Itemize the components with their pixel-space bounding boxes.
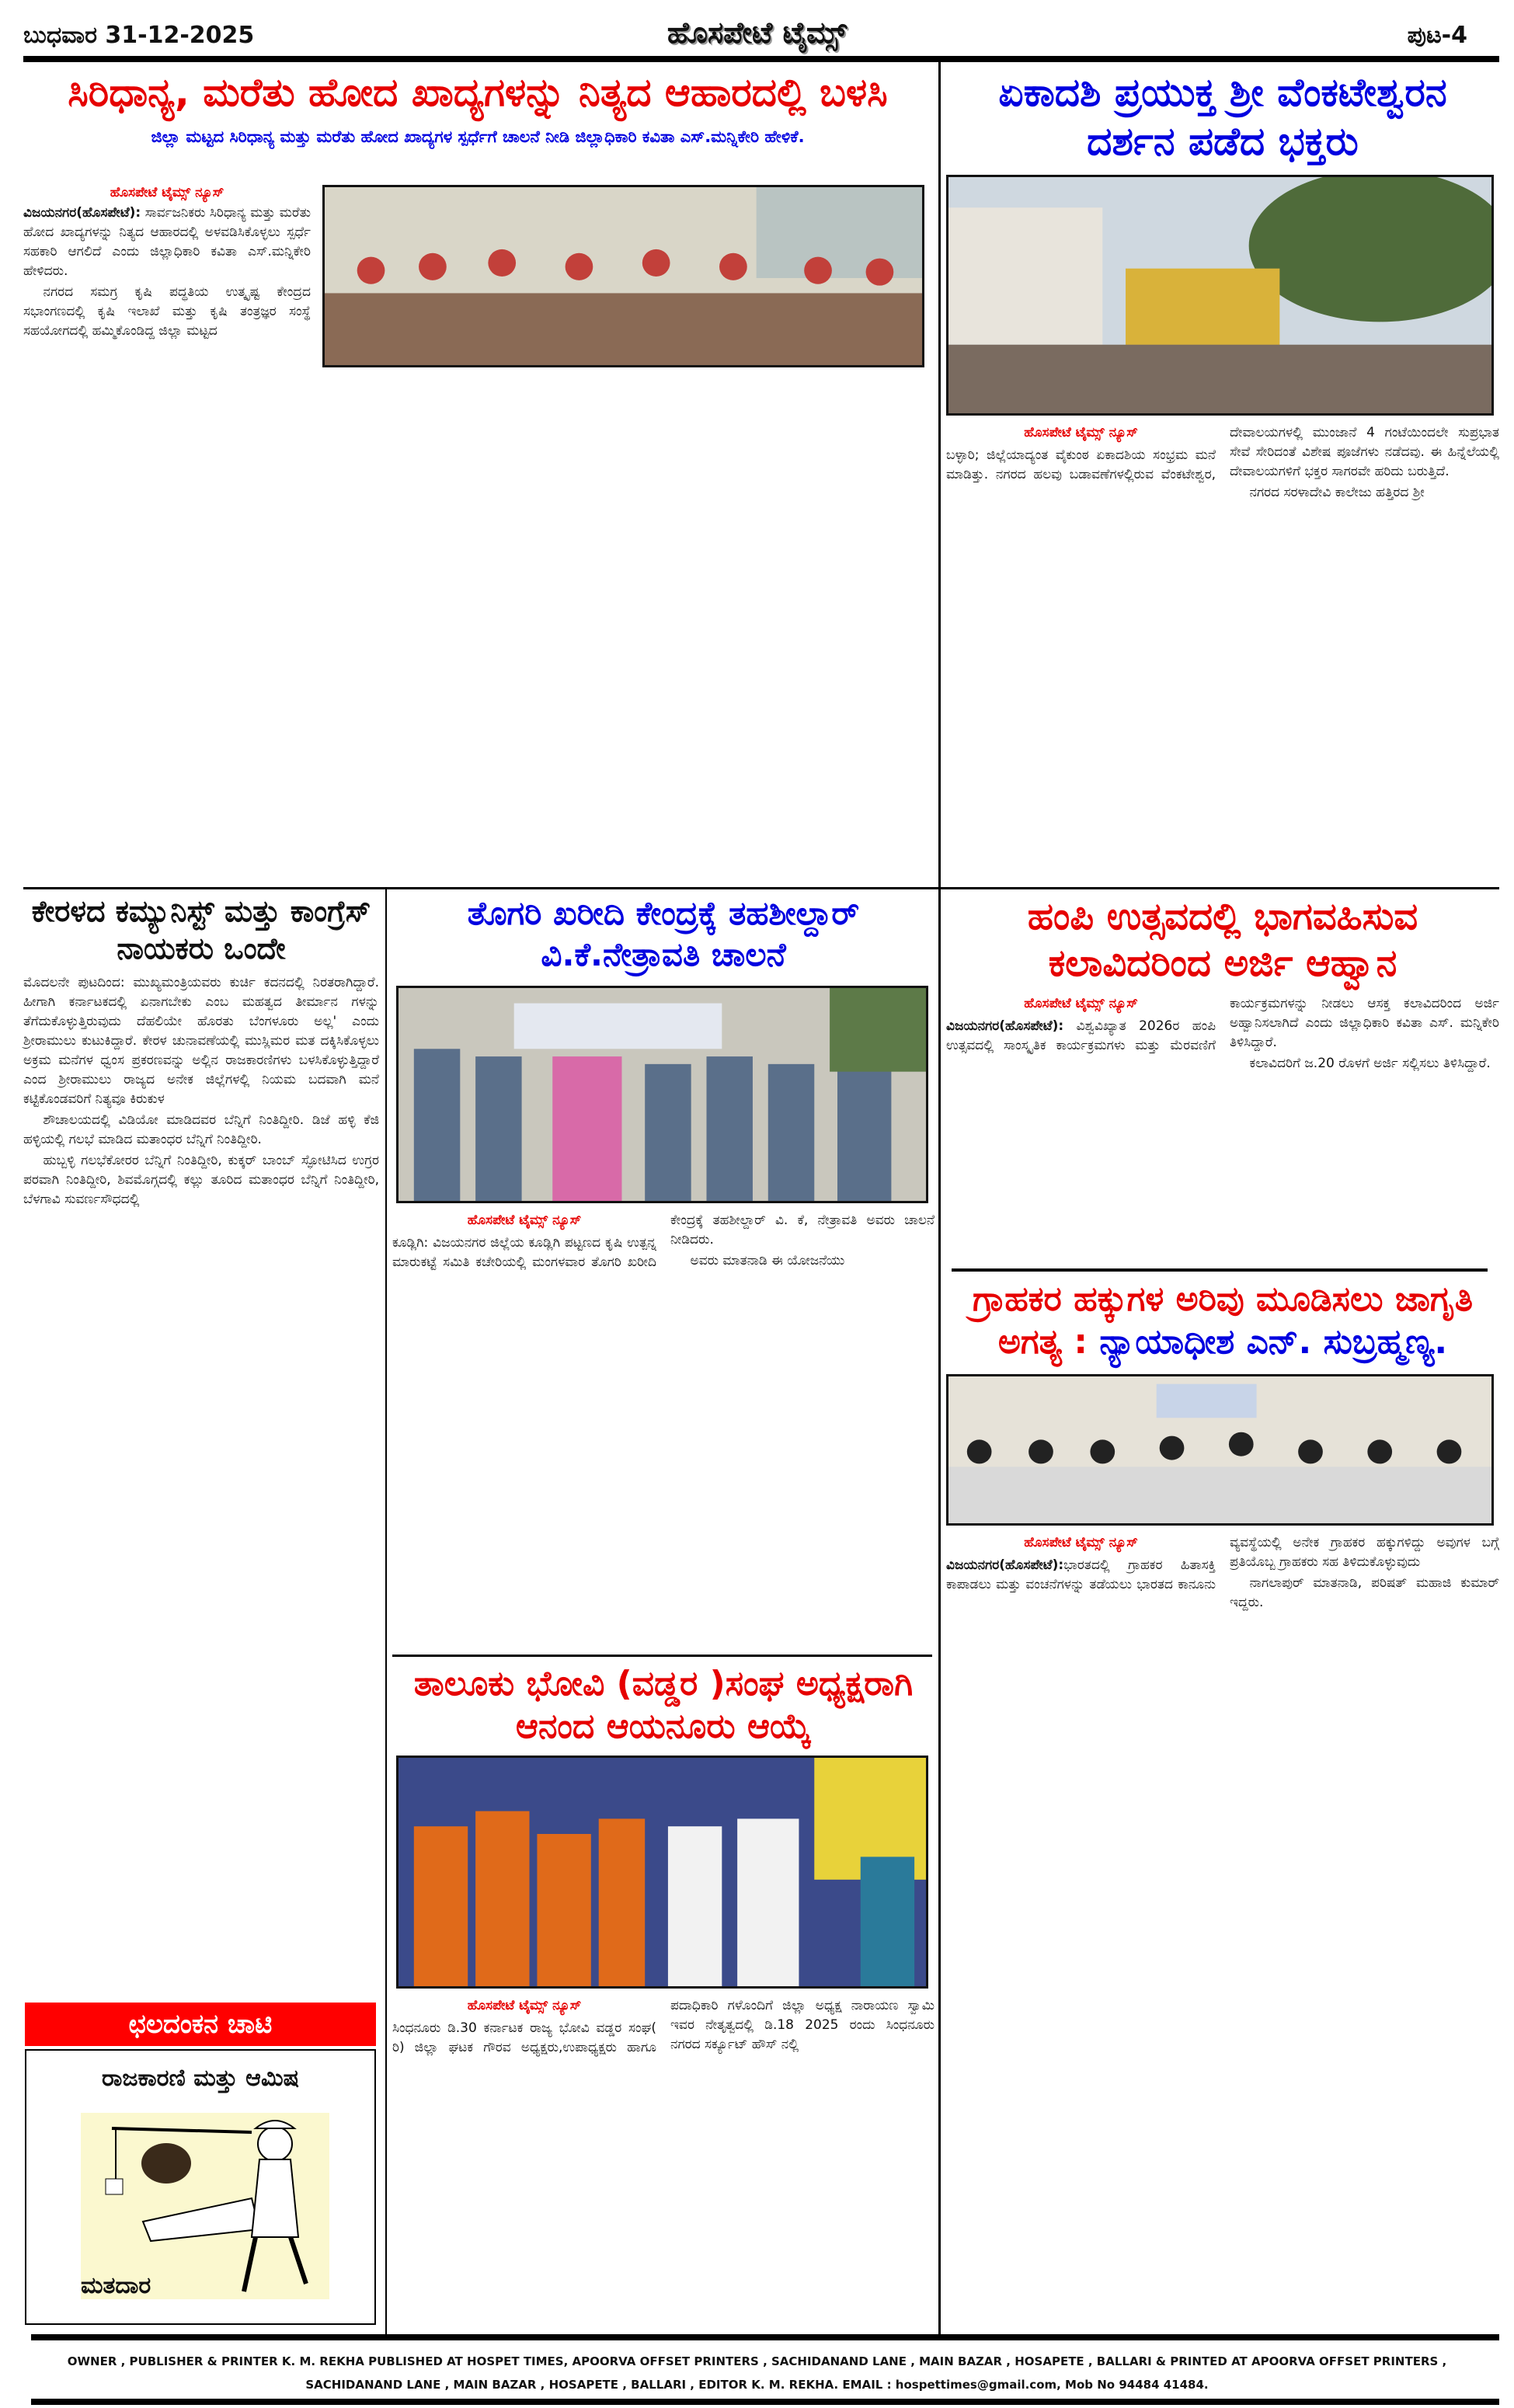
subheadline: ಜಿಲ್ಲಾ ಮಟ್ಟದ ಸಿರಿಧಾನ್ಯ ಮತ್ತು ಮರೆತು ಹೋದ ಖಾದ್ಯಗಳ ಸ್ಪರ್ಧೆಗೆ ಚಾಲನೆ ನೀಡಿ ಜಿಲ್ಲಾಧಿಕಾರಿ ಕವಿತಾ ಎಸ್.ಮನ್ನಿಕೇರಿ ಹೇಳಿಕೆ. (151, 127, 805, 146)
imprint (0, 2350, 1514, 2396)
newspaper-title: ಹೊಸಪೇಟೆ ಟೈಮ್ಸ್ (667, 16, 847, 50)
lead-paragraph: ವಿಶ್ವವಿಖ್ಯಾತ 2026ರ ಹಂಪಿ ಉತ್ಸವದಲ್ಲಿ ಸಾಂಸ್ಕೃತಿಕ ಕಾರ್ಯಕ್ರಮಗಳು ಮತ್ತು ಮೆರವಣಿಗೆ ಕಾರ್ಯಕ್ರಮಗಳನ್ನು ನೀಡಲು ಆಸಕ್ತ ಕಲಾವಿದರಿಂದ ಅರ್ಜಿ ಅಹ್ವಾನಿಸಲಾಗಿದೆ ಎಂದು ಜಿಲ್ಲಾಧಿಕಾರಿ ಕವಿತಾ ಎಸ್. ಮನ್ನಿಕೇರಿ ತಿಳಿಸಿದ್ದಾರೆ. (946, 996, 1499, 1053)
article-body (946, 1533, 1499, 2302)
inauguration-photo (396, 986, 928, 1203)
article-hampi (946, 893, 1499, 1243)
column-rule (938, 62, 941, 2334)
article-togari (392, 893, 935, 1651)
byline: ಹೊಸಪೇಟೆ ಟೈಮ್ಸ್ ನ್ಯೂಸ್ (1024, 425, 1138, 440)
article-consumer-rights (946, 1278, 1499, 2330)
headline-blue: ನ್ಯಾಯಾಧೀಶ ಎನ್. ಸುಬ್ರಹ್ಮಣ್ಯ. (1099, 1322, 1448, 1362)
temple-photo (946, 175, 1494, 416)
byline: ಹೊಸಪೇಟೆ ಟೈಮ್ಸ್ ನ್ಯೂಸ್ (1024, 1535, 1138, 1550)
section-rule (952, 1268, 1488, 1272)
meeting-photo (946, 1374, 1494, 1526)
byline: ಹೊಸಪೇಟೆ ಟೈಮ್ಸ್ ನ್ಯೂಸ್ (467, 1998, 582, 2013)
column-rule (385, 889, 387, 2334)
lead-paragraph: ಭಾರತದಲ್ಲಿ ಗ್ರಾಹಕರ ಹಿತಾಸಕ್ತಿ ಕಾಪಾಡಲು ಮತ್ತು ವಂಚನೆಗಳನ್ನು ತಡೆಯಲು ಭಾರತದ ಕಾನೂನು ವ್ಯವಸ್ಥೆಯಲ್ಲಿ ಅನೇಕ ಗ್ರಾಹಕರ ಹಕ್ಕುಗಳಿದ್ದು ಅವುಗಳ ಬಗ್ಗೆ ಪ್ರತಿಯೊಬ್ಬ ಗ್ರಾಹಕರು ಸಹ ತಿಳಿದುಕೊಳ್ಳುವುದು (946, 1535, 1499, 1592)
headline (946, 1278, 1499, 1363)
article-ekadashi (946, 68, 1499, 884)
headline: ಏಕಾದಶಿ ಪ್ರಯುಕ್ತ ಶ್ರೀ ವೆಂಕಟೇಶ್ವರನ ದರ್ಶನ ಪಡೆದ ಭಕ್ತರು (998, 70, 1447, 164)
cartoon (25, 2049, 376, 2325)
section-rule (392, 1655, 932, 1657)
headline: ಕೇರಳದ ಕಮ್ಯುನಿಸ್ಟ್ ಮತ್ತು ಕಾಂಗ್ರೆಸ್ ನಾಯಕರು ಒಂದೇ (31, 894, 371, 966)
byline: ಹೊಸಪೇಟೆ ಟೈಮ್ಸ್ ನ್ಯೂಸ್ (1024, 996, 1138, 1011)
byline: ಹೊಸಪೇಟೆ ಟೈಮ್ಸ್ ನ್ಯೂಸ್ (110, 185, 224, 200)
imprint-line: OWNER , PUBLISHER & PRINTER K. M. REKHA PUBLISHED AT HOSPET TIMES, APOORVA OFFSET PRINTERS , SACHIDANAND LANE , MAIN BAZAR , HOSAPETE , BALLARI & PRINTED AT APOORVA OFFSET PRINTERS , (67, 2354, 1447, 2368)
lead-paragraph: ಸಾರ್ವಜನಿಕರು ಸಿರಿಧಾನ್ಯ ಮತ್ತು ಮರೆತು ಹೋದ ಖಾದ್ಯಗಳನ್ನು ನಿತ್ಯದ ಆಹಾರದಲ್ಲಿ ಅಳವಡಿಸಿಕೊಳ್ಳಲು ಸ್ಪರ್ಧೆ ಸಹಕಾರಿ ಆಗಲಿದೆ ಎಂದು ಜಿಲ್ಲಾಧಿಕಾರಿ ಕವಿತಾ ಎಸ್.ಮನ್ನಿಕೇರಿ ಹೇಳಿದರು. (23, 205, 311, 279)
ceremony-photo (396, 1756, 928, 1989)
dateline: ವಿಜಯನಗರ(ಹೊಸಪೇಟೆ): (23, 205, 141, 221)
headline: ಸಿರಿಧಾನ್ಯ, ಮರೆತು ಹೋದ ಖಾದ್ಯಗಳನ್ನು ನಿತ್ಯದ ಆಹಾರದಲ್ಲಿ ಬಳಸಿ (68, 70, 888, 115)
article-body (392, 1996, 935, 2323)
article-kerala (23, 893, 379, 1989)
paragraph: ನಗರದ ಸಮಗ್ರ ಕೃಷಿ ಪದ್ಧತಿಯ ಉತ್ಕೃಷ್ಟ ಕೇಂದ್ರದ ಸಭಾಂಗಣದಲ್ಲಿ ಕೃಷಿ ಇಲಾಖೆ ಮತ್ತು ಕೃಷಿ ತಂತ್ರಜ್ಞರ ಸಂಸ್ಥೆ ಸಹಯೋಗದಲ್ಲಿ ಹಮ್ಮಿಕೊಂಡಿದ್ದ ಜಿಲ್ಲಾ ಮಟ್ಟದ (23, 284, 311, 339)
article-body (392, 1211, 935, 1630)
article-millets (23, 68, 932, 884)
paragraph: ಹುಬ್ಬಳ್ಳಿ ಗಲಭೆಕೋರರ ಬೆನ್ನಿಗೆ ನಿಂತಿದ್ದೀರಿ, ಕುಕ್ಕರ್ ಬಾಂಬ್ ಸ್ಫೋಟಿಸಿದ ಉಗ್ರರ ಪರವಾಗಿ ನಿಂತಿದ್ದೀರಿ, ಶಿವಮೊಗ್ಗದಲ್ಲಿ ಕಲ್ಲು ತೂರಿದ ಮತಾಂಧರ ಬೆನ್ನಿಗೆ ನಿಂತಿದ್ದೀರಿ, ಬೆಳಗಾವಿ ಸುವರ್ಣಸೌಧದಲ್ಲಿ (23, 1153, 379, 1207)
article-body (23, 204, 311, 341)
imprint-line: SACHIDANAND LANE , MAIN BAZAR , HOSAPETE , BALLARI , EDITOR K. M. REKHA. EMAIL : hospettimes@gmail.com, Mob No 94484 41484. (305, 2378, 1209, 2392)
cartoon-section-title: ಛಲದಂಕನ ಚಾಟಿ (25, 2003, 376, 2046)
cartoon-caption: ರಾಜಕಾರಣಿ ಮತ್ತು ಆಮಿಷ (101, 2065, 300, 2092)
article-body (23, 973, 379, 1209)
lead-paragraph: ಮೊದಲನೇ ಪುಟದಿಂದ: ಮುಖ್ಯಮಂತ್ರಿಯವರು ಕುರ್ಚಿ ಕದನದಲ್ಲಿ ನಿರತರಾಗಿದ್ದಾರೆ. ಹೀಗಾಗಿ ಕರ್ನಾಟಕದಲ್ಲಿ ಏನಾಗಬೇಕು ಎಂಬ ಮಹತ್ವದ ತೀರ್ಮಾನ ಗಳನ್ನು ತೆಗೆದುಕೊಳ್ಳುತ್ತಿರುವುದು ದೆಹಲಿಯೇ ಹೊರತು ಬೆಂಗಳೂರು ಅಲ್ಲ' ಎಂದು ಶ್ರೀರಾಮುಲು ಕುಟುಕಿದ್ದಾರೆ. ಕೇರಳ ಚುನಾವಣೆಯಲ್ಲಿ ಮುಸ್ಲಿಮರ ಮತ ದಕ್ಕಿಸಿಕೊಳ್ಳಲು ಅಕ್ರಮ ಮನೆಗಳ ಧ್ವಂಸ ಪ್ರಕರಣವನ್ನು ಅಲ್ಲಿನ ರಾಜಕಾರಣಿಗಳು ಬಳಸಿಕೊಳ್ಳುತ್ತಿದ್ದಾರೆ ಎಂದ ಶ್ರೀರಾಮುಲು ರಾಜ್ಯದ ಅನೇಕ ಜಿಲ್ಲೆಗಳಲ್ಲಿ ನಿಯಮ ಬದವಾಗಿ ಮನೆ ಕಟ್ಟಿಕೊಂಡವರಿಗೆ ನಿತ್ಯವೂ ಕಿರುಕುಳ (23, 975, 379, 1107)
paragraph: ಶೌಚಾಲಯದಲ್ಲಿ ವಿಡಿಯೋ ಮಾಡಿದವರ ಬೆನ್ನಿಗೆ ನಿಂತಿದ್ದೀರಿ. ಡಿಜೆ ಹಳ್ಳಿ ಕೆಜಿ ಹಳ್ಳಿಯಲ್ಲಿ ಗಲಭೆ ಮಾಡಿದ ಮತಾಂಧರ ಬೆನ್ನಿಗೆ ನಿಂತಿದ್ದೀರಿ. (23, 1112, 379, 1147)
article-bhovi (392, 1662, 935, 2330)
paragraph: ನಾಗಲಾಪುರ್ ಮಾತನಾಡಿ, ಪರಿಷತ್ ಮಹಾಜಿ ಕುಮಾರ್ ಇದ್ದರು. (1230, 1575, 1499, 1610)
paragraph: ನಗರದ ಸರಳಾದೇವಿ ಕಾಲೇಜು ಹತ್ತಿರದ ಶ್ರೀ (1249, 485, 1425, 500)
dateline: ವಿಜಯನಗರ(ಹೊಸಪೇಟೆ): (946, 1557, 1064, 1573)
footer-rule (31, 2399, 1499, 2405)
headline: ತಾಲೂಕು ಭೋವಿ (ವಡ್ಡರ )ಸಂಘ ಅಧ್ಯಕ್ಷರಾಗಿ ಆನಂದ ಆಯನೂರು ಆಯ್ಕೆ (413, 1664, 914, 1746)
lead-paragraph: ಸಿಂಧನೂರು ಡಿ.30 ಕರ್ನಾಟಕ ರಾಜ್ಯ ಭೋವಿ ವಡ್ಡರ ಸಂಘ( ರಿ) ಜಿಲ್ಲಾ ಘಟಕ ಗೌರವ ಅಧ್ಯಕ್ಷರು,ಉಪಾಧ್ಯಕ್ಷರು ಹಾಗೂ ಪದಾಧಿಕಾರಿ ಗಳೊಂದಿಗೆ ಜಿಲ್ಲಾ ಅಧ್ಯಕ್ಷ ನಾರಾಯಣ ಸ್ವಾಮಿ ಇವರ ನೇತೃತ್ವದಲ್ಲಿ ಡಿ.18 2025 ರಂದು ಸಿಂಧನೂರು ನಗರದ ಸರ್ಕ್ಯೂಟ್ ಹೌಸ್ ನಲ್ಲಿ (392, 1998, 935, 2055)
dateline: ವಿಜಯನಗರ(ಹೊಸಪೇಟೆ): (946, 1018, 1064, 1034)
headline-red: ಗ್ರಾಹಕರ ಹಕ್ಕುಗಳ ಅರಿವು ಮೂಡಿಸಲು ಜಾಗೃತಿ ಅಗತ್ಯ : (972, 1279, 1474, 1362)
lead-paragraph: ಬಳ್ಳಾರಿ; ಜಿಲ್ಲೆಯಾದ್ಯಂತ ವೈಕುಂಠ ಏಕಾದಶಿಯ ಸಂಭ್ರಮ ಮನೆ ಮಾಡಿತ್ತು. ನಗರದ ಹಲವು ಬಡಾವಣೆಗಳಲ್ಲಿರುವ ವೆಂಕಟೇಶ್ವರ, ದೇವಾಲಯಗಳಲ್ಲಿ ಮುಂಜಾನೆ 4 ಗಂಟೆಯಿಂದಲೇ ಸುಪ್ರಭಾತ ಸೇವೆ ಸೇರಿದಂತೆ ವಿಶೇಷ ಪೂಜೆಗಳು ನಡೆದವು. ಈ ಹಿನ್ನೆಲೆಯಲ್ಲಿ ದೇವಾಲಯಗಳಿಗೆ ಭಕ್ತರ ಸಾಗರವೇ ಹರಿದು ಬರುತ್ತಿದೆ. (946, 425, 1499, 482)
headline: ಹಂಪಿ ಉತ್ಸವದಲ್ಲಿ ಭಾಗವಹಿಸುವ ಕಲಾವಿದರಿಂದ ಅರ್ಜಿ ಆಹ್ವಾನ (1027, 895, 1418, 985)
group-photo (322, 185, 924, 367)
article-body (946, 423, 1499, 889)
cartoon-label: ಮತದಾರ (81, 2272, 151, 2299)
paragraph: ಕಲಾವಿದರಿಗೆ ಜ.20 ರೊಳಗೆ ಅರ್ಜಿ ಸಲ್ಲಿಸಲು ತಿಳಿಸಿದ್ದಾರೆ. (1249, 1056, 1491, 1071)
footer-rule (31, 2334, 1499, 2340)
issue-date: ಬುಧವಾರ 31-12-2025 (23, 22, 255, 49)
article-body (946, 994, 1499, 1220)
page-number: ಪುಟ-4 (1407, 22, 1467, 49)
headline: ತೊಗರಿ ಖರೀದಿ ಕೇಂದ್ರಕ್ಕೆ ತಹಶೀಲ್ದಾರ್ ವಿ.ಕೆ.ನೇತ್ರಾವತಿ ಚಾಲನೆ (467, 894, 860, 973)
paragraph: ಅವರು ಮಾತನಾಡಿ ಈ ಯೋಜನೆಯು (690, 1253, 845, 1268)
byline: ಹೊಸಪೇಟೆ ಟೈಮ್ಸ್ ನ್ಯೂಸ್ (467, 1213, 582, 1228)
masthead-rule (23, 56, 1499, 62)
lead-paragraph: ಕೂಡ್ಲಿಗಿ: ವಿಜಯನಗರ ಜಿಲ್ಲೆಯ ಕೂಡ್ಲಿಗಿ ಪಟ್ಟಣದ ಕೃಷಿ ಉತ್ಪನ್ನ ಮಾರುಕಟ್ಟೆ ಸಮಿತಿ ಕಚೇರಿಯಲ್ಲಿ ಮಂಗಳವಾರ ತೊಗರಿ ಖರೀದಿ ಕೇಂದ್ರಕ್ಕೆ ತಹಶೀಲ್ದಾರ್ ವಿ. ಕೆ, ನೇತ್ರಾವತಿ ಅವರು ಚಾಲನೆ ನೀಡಿದರು. (392, 1213, 935, 1270)
